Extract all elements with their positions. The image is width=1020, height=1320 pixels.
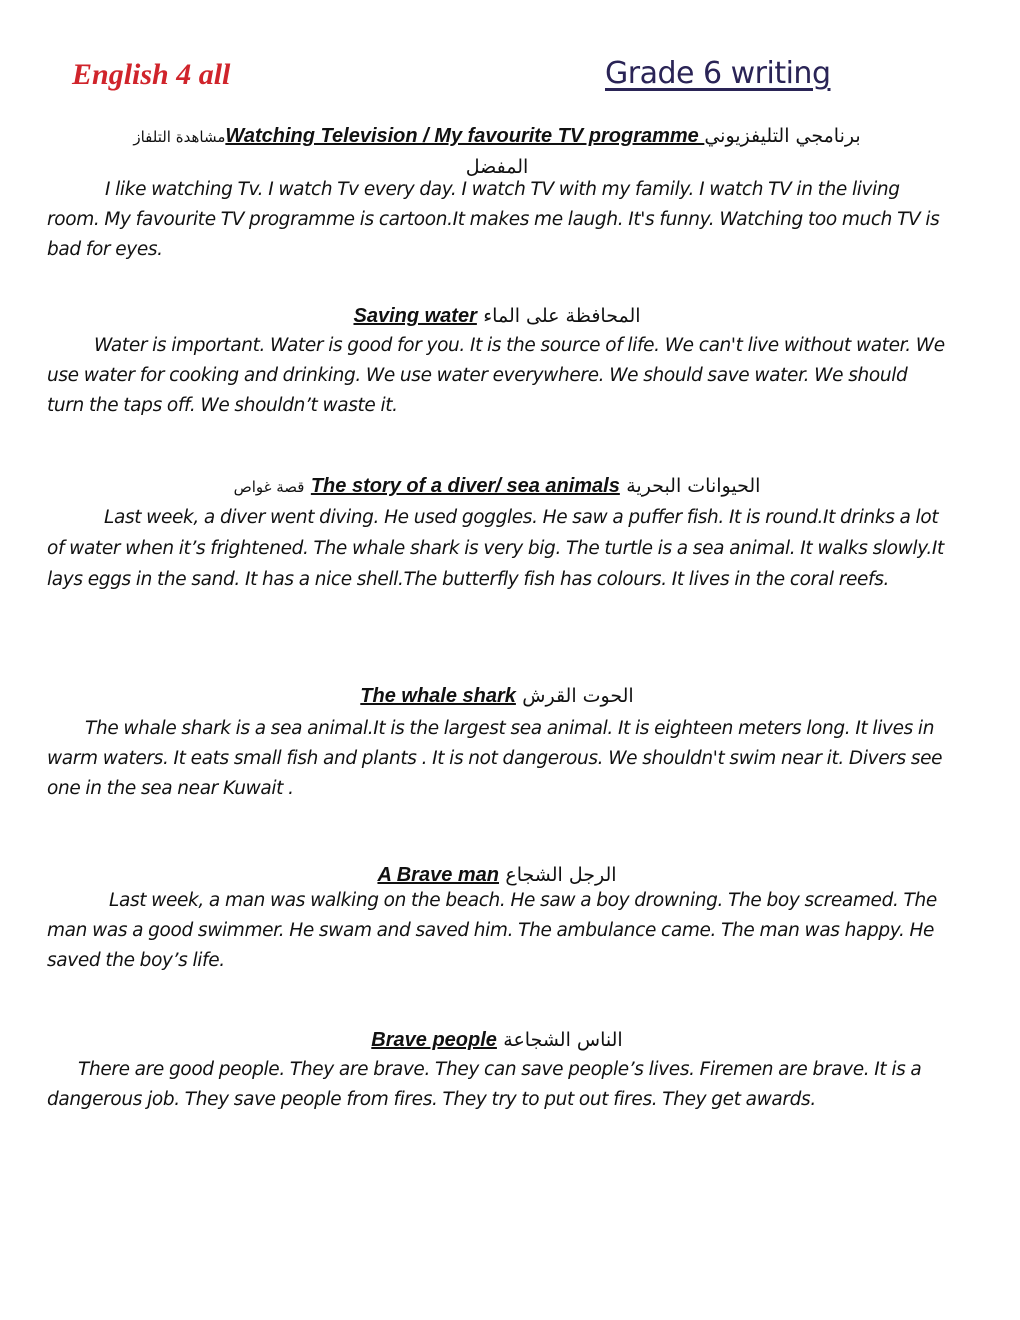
section-body-text: Water is important. Water is good for you. It is the source of life. We can't live without water. We use water for cooking and drinking. We use water everywhere. We should save water. We should turn the taps off. We shouldn’t waste it. xyxy=(47,335,945,416)
section-body xyxy=(47,502,947,595)
section-body-text: The whale shark is a sea animal.It is the largest sea animal. It is eighteen meters long. It lives in warm waters. It eats small fish and plants . It is not dangerous. We shouldn't swim near it. Divers see one in the sea near Kuwait . xyxy=(47,718,943,799)
heading-english: A Brave man xyxy=(377,864,500,886)
section-body xyxy=(47,714,947,804)
section-body-text: Last week, a man was walking on the beach. He saw a boy drowning. The boy screamed. The man was a good swimmer. He swam and saved him. The ambulance came. The man was happy. He saved the boy’s life. xyxy=(47,890,937,971)
section-watching-tv xyxy=(47,120,947,265)
heading-english: Brave people xyxy=(371,1029,497,1051)
heading-arabic: الحوت القرش xyxy=(522,685,634,707)
heading-arabic-line2: المفضل xyxy=(465,156,529,178)
heading-english: Saving water xyxy=(353,305,477,327)
section-body-text: Last week, a diver went diving. He used goggles. He saw a puffer fish. It is round.It drinks a lot of water when it’s frightened. The whale shark is very big. The turtle is a sea animal. It walks slowly.It lays eggs in the sand. It has a nice shell.The butterfly fish has colours. It lives in the coral reefs. xyxy=(47,507,944,590)
heading-prefix-arabic: مشاهدة التلفاز xyxy=(133,128,226,146)
section-body xyxy=(47,331,947,421)
grade-title: Grade 6 writing xyxy=(605,56,831,91)
heading-prefix-arabic: قصة غواص xyxy=(233,478,305,496)
section-heading xyxy=(47,470,947,502)
section-body xyxy=(47,1055,947,1115)
section-whale-shark xyxy=(47,680,947,804)
section-body-text: There are good people. They are brave. They can save people’s lives. Firemen are brave. It is a dangerous job. They save people from fires. They try to put out fires. They get awards. xyxy=(47,1059,922,1110)
heading-english: The story of a diver/ sea animals xyxy=(310,475,620,497)
section-heading xyxy=(47,120,947,152)
section-heading xyxy=(47,680,947,711)
section-heading xyxy=(47,1024,947,1055)
section-brave-man xyxy=(47,859,947,976)
heading-english: Watching Television / My favourite TV programme xyxy=(225,125,705,147)
section-diver xyxy=(47,470,947,595)
heading-arabic: المحافظة على الماء xyxy=(483,305,641,327)
heading-arabic: الناس الشجاعة xyxy=(503,1029,623,1051)
section-saving-water xyxy=(47,300,947,421)
heading-arabic: الرجل الشجاع xyxy=(505,864,617,886)
brand-title: English 4 all xyxy=(72,58,231,91)
section-body xyxy=(47,175,947,265)
section-body xyxy=(47,886,947,976)
section-heading xyxy=(47,300,947,331)
heading-english: The whale shark xyxy=(360,685,516,707)
section-brave-people xyxy=(47,1024,947,1115)
heading-arabic: الحيوانات البحرية xyxy=(626,475,761,497)
heading-arabic: برنامجي التليفزيوني xyxy=(704,125,861,147)
section-body-text: I like watching Tv. I watch Tv every day. I watch TV with my family. I watch TV in the living room. My favourite TV programme is cartoon.It makes me laugh. It's funny. Watching too much TV is bad for eyes. xyxy=(47,179,940,260)
